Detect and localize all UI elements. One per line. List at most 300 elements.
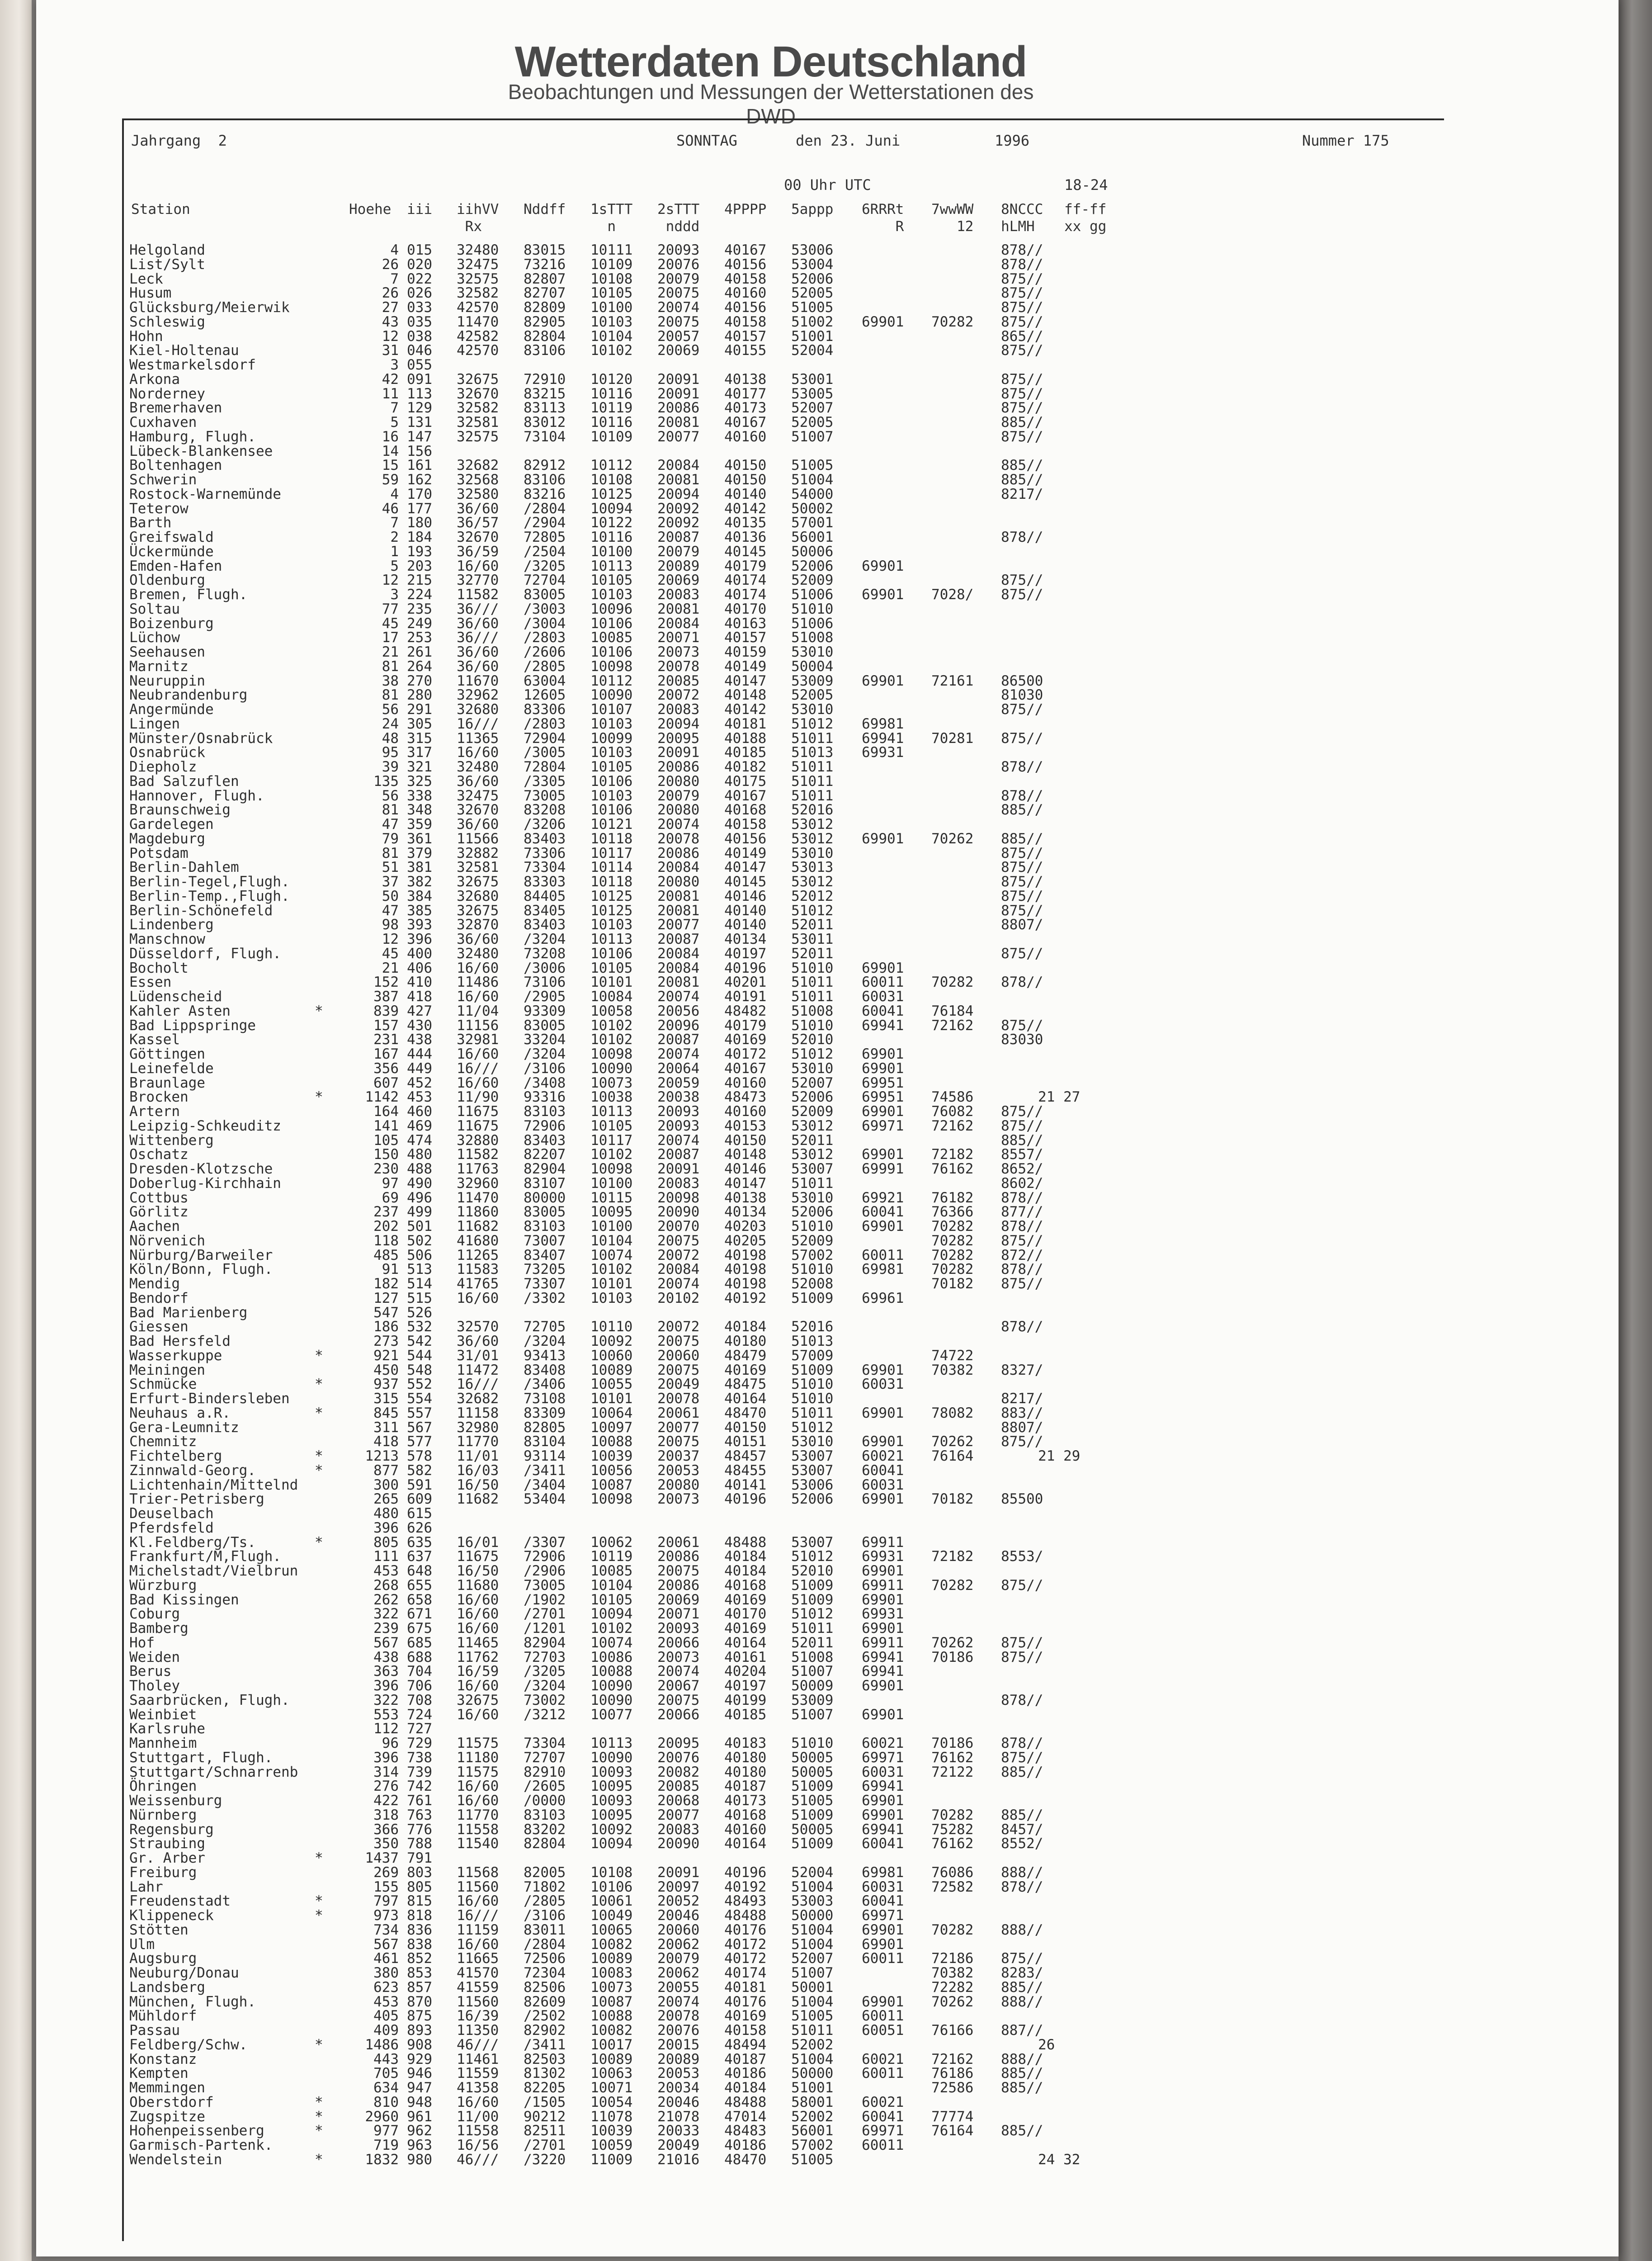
hoehe-value: 315 (373, 1391, 399, 1407)
4pppp-value: 40172 (724, 1950, 767, 1967)
nddff-value: 83005 (524, 587, 566, 603)
4pppp-value: 48455 (724, 1462, 767, 1479)
iii-value: 161 (407, 457, 432, 474)
iii-value: 803 (407, 1864, 432, 1881)
1sttt-value: 10120 (590, 371, 633, 388)
5appp-value: 52006 (791, 1089, 834, 1106)
ff-value: 21 27 (1038, 1089, 1081, 1106)
nddff-value: /2605 (524, 1778, 566, 1795)
nddff-value: 83408 (524, 1362, 566, 1378)
iii-value: 235 (407, 601, 432, 617)
elevated-marker: * (315, 1462, 323, 1479)
8nccc-value: 875// (1001, 874, 1043, 890)
iii-value: 203 (407, 558, 432, 574)
nddff-value: 73007 (524, 1232, 566, 1249)
nddff-value: /1505 (524, 2094, 566, 2110)
table-row (129, 1134, 1440, 1148)
iii-value: 215 (407, 572, 432, 589)
column-header-2sttt (657, 201, 699, 235)
8nccc-value: 875// (1001, 313, 1043, 330)
4pppp-value: 40188 (724, 730, 767, 747)
iii-value: 776 (407, 1821, 432, 1838)
6rrrt-value: 60031 (862, 1376, 904, 1393)
2sttt-value: 20034 (657, 2080, 700, 2096)
elevated-marker: * (315, 2108, 323, 2125)
5appp-value: 53006 (791, 1476, 834, 1493)
iihvv-value: 42582 (457, 328, 499, 345)
station-name: Göttingen (129, 1046, 205, 1062)
table-row (129, 1579, 1440, 1593)
4pppp-value: 40158 (724, 313, 767, 330)
station-name: Saarbrücken, Flugh. (129, 1692, 290, 1708)
nddff-value: 83106 (524, 342, 566, 359)
iii-value: 582 (407, 1462, 432, 1479)
1sttt-value: 10092 (590, 1821, 633, 1838)
iihvv-value: 16/01 (457, 1534, 499, 1551)
nddff-value: 82005 (524, 1864, 566, 1881)
hoehe-value: 805 (373, 1534, 399, 1551)
nddff-value: 72506 (524, 1950, 566, 1967)
nddff-value: 83309 (524, 1405, 566, 1421)
5appp-value: 51011 (791, 1175, 834, 1192)
1sttt-value: 10054 (590, 2094, 633, 2110)
4pppp-value: 40150 (724, 472, 767, 488)
table-row (129, 258, 1440, 272)
hoehe-value: 567 (373, 1936, 399, 1953)
hoehe-value: 79 (382, 830, 399, 847)
hoehe-value: 59 (382, 472, 399, 488)
utc-time-label: 00 Uhr UTC (784, 176, 871, 194)
iihvv-value: 16/60 (457, 1678, 499, 1694)
4pppp-value: 40150 (724, 457, 767, 474)
2sttt-value: 20075 (657, 1563, 700, 1579)
1sttt-value: 10083 (590, 1965, 633, 1981)
8nccc-value: 875// (1001, 299, 1043, 316)
iii-value: 577 (407, 1433, 432, 1450)
4pppp-value: 40169 (724, 1591, 767, 1608)
1sttt-value: 10085 (590, 1563, 633, 1579)
hoehe-value: 350 (373, 1835, 399, 1852)
nddff-value: 83403 (524, 830, 566, 847)
hoehe-value: 276 (373, 1778, 399, 1795)
hoehe-value: 16 (382, 428, 399, 445)
8nccc-value: 885// (1001, 1807, 1043, 1823)
2sttt-value: 20083 (657, 587, 700, 603)
hoehe-value: 973 (373, 1907, 399, 1924)
5appp-value: 53009 (791, 1692, 834, 1708)
2sttt-value: 20062 (657, 1965, 700, 1981)
5appp-value: 51009 (791, 1591, 834, 1608)
2sttt-value: 21078 (657, 2108, 700, 2125)
6rrrt-value: 60041 (862, 1462, 904, 1479)
2sttt-value: 20081 (657, 902, 700, 919)
iihvv-value: 41570 (457, 1965, 499, 1981)
station-name: Aachen (129, 1218, 180, 1235)
table-row (129, 1377, 1440, 1392)
table-row (129, 1507, 1440, 1521)
6rrrt-value: 60051 (862, 2022, 904, 2039)
elevated-marker: * (315, 1448, 323, 1464)
iii-value: 532 (407, 1319, 432, 1335)
4pppp-value: 40150 (724, 1132, 767, 1149)
2sttt-value: 20072 (657, 1319, 700, 1335)
table-row (129, 1665, 1440, 1679)
1sttt-value: 10092 (590, 1333, 633, 1349)
station-name: Dresden-Klotzsche (129, 1161, 273, 1177)
station-name: Essen (129, 974, 172, 991)
2sttt-value: 20078 (657, 830, 700, 847)
station-name: Leck (129, 270, 163, 287)
iii-value: 501 (407, 1218, 432, 1235)
6rrrt-value: 60021 (862, 2094, 904, 2110)
hoehe-value: 734 (373, 1921, 399, 1938)
hoehe-value: 5 (390, 558, 399, 574)
1sttt-value: 10108 (590, 472, 633, 488)
table-row (129, 645, 1440, 660)
nddff-value: 83015 (524, 242, 566, 258)
hoehe-value: 380 (373, 1965, 399, 1981)
6rrrt-value: 69971 (862, 1749, 904, 1766)
4pppp-value: 40167 (724, 787, 767, 804)
4pppp-value: 40159 (724, 644, 767, 660)
iihvv-value: 42570 (457, 299, 499, 316)
column-header-line: iihVV (457, 201, 499, 218)
6rrrt-value: 60041 (862, 2108, 904, 2125)
hoehe-value: 396 (373, 1519, 399, 1536)
iihvv-value: 32581 (457, 859, 499, 876)
5appp-value: 52016 (791, 802, 834, 818)
iii-value: 452 (407, 1074, 432, 1091)
5appp-value: 53009 (791, 672, 834, 689)
6rrrt-value: 69901 (862, 1807, 904, 1823)
5appp-value: 50005 (791, 1821, 834, 1838)
4pppp-value: 40149 (724, 658, 767, 675)
nddff-value: 83012 (524, 414, 566, 430)
6rrrt-value: 69901 (862, 1563, 904, 1579)
station-name: Rostock-Warnemünde (129, 486, 281, 502)
8nccc-value: 878// (1001, 1692, 1043, 1708)
4pppp-value: 40182 (724, 759, 767, 775)
8nccc-value: 875// (1001, 342, 1043, 359)
4pppp-value: 40183 (724, 1735, 767, 1751)
6rrrt-value: 69901 (862, 1678, 904, 1694)
4pppp-value: 40160 (724, 1074, 767, 1091)
6rrrt-value: 69911 (862, 1534, 904, 1551)
2sttt-value: 20081 (657, 888, 700, 904)
iihvv-value: 11350 (457, 2022, 499, 2039)
station-name: Oberstdorf (129, 2094, 214, 2110)
hoehe-value: 1832 (365, 2151, 399, 2168)
station-name: Soltau (129, 601, 180, 617)
table-row (129, 272, 1440, 287)
2sttt-value: 20090 (657, 1835, 700, 1852)
7wwww-value: 72186 (931, 1950, 974, 1967)
iihvv-value: 36/60 (457, 615, 499, 632)
table-row (129, 2124, 1440, 2138)
iihvv-value: 11558 (457, 2123, 499, 2139)
2sttt-value: 20091 (657, 1161, 700, 1177)
hoehe-value: 877 (373, 1462, 399, 1479)
8nccc-value: 8552/ (1001, 1835, 1043, 1852)
station-name: Bremen, Flugh. (129, 587, 248, 603)
iihvv-value: 11559 (457, 2065, 499, 2082)
5appp-value: 51013 (791, 744, 834, 761)
table-row (129, 1076, 1440, 1091)
hoehe-value: 47 (382, 902, 399, 919)
iihvv-value: 11540 (457, 1835, 499, 1852)
table-row (129, 1033, 1440, 1047)
station-name: Würzburg (129, 1577, 197, 1594)
2sttt-value: 20080 (657, 1476, 700, 1493)
iihvv-value: 41765 (457, 1276, 499, 1292)
8nccc-value: 888// (1001, 1993, 1043, 2010)
2sttt-value: 21016 (657, 2151, 700, 2168)
4pppp-value: 40134 (724, 1204, 767, 1220)
1sttt-value: 10074 (590, 1634, 633, 1651)
6rrrt-value: 69941 (862, 1821, 904, 1838)
nddff-value: 82902 (524, 2022, 566, 2039)
1sttt-value: 10017 (590, 2036, 633, 2053)
station-name: Neuburg/Donau (129, 1965, 239, 1981)
1sttt-value: 10094 (590, 500, 633, 517)
1sttt-value: 10101 (590, 974, 633, 991)
hoehe-value: 230 (373, 1161, 399, 1177)
nddff-value: 84405 (524, 888, 566, 904)
2sttt-value: 20015 (657, 2036, 700, 2053)
iihvv-value: 36/60 (457, 500, 499, 517)
station-name: Arkona (129, 371, 180, 388)
2sttt-value: 20074 (657, 1276, 700, 1292)
2sttt-value: 20061 (657, 1534, 700, 1551)
1sttt-value: 10098 (590, 1046, 633, 1062)
8nccc-value: 875// (1001, 888, 1043, 904)
hoehe-value: 363 (373, 1663, 399, 1680)
5appp-value: 51010 (791, 1376, 834, 1393)
7wwww-value: 70262 (931, 1433, 974, 1450)
station-name: Boltenhagen (129, 457, 222, 474)
station-name: Braunlage (129, 1074, 205, 1091)
2sttt-value: 20091 (657, 744, 700, 761)
2sttt-value: 20049 (657, 2137, 700, 2153)
hoehe-value: 42 (382, 371, 399, 388)
iii-value: 688 (407, 1649, 432, 1665)
nddff-value: 72704 (524, 572, 566, 589)
iii-value: 615 (407, 1505, 432, 1522)
4pppp-value: 40140 (724, 486, 767, 502)
7wwww-value: 76182 (931, 1189, 974, 1206)
1sttt-value: 10114 (590, 859, 633, 876)
4pppp-value: 40148 (724, 1146, 767, 1163)
table-row (129, 2024, 1440, 2038)
nddff-value: 82804 (524, 328, 566, 345)
hoehe-value: 38 (382, 672, 399, 689)
6rrrt-value: 60011 (862, 2137, 904, 2153)
4pppp-value: 40136 (724, 529, 767, 545)
5appp-value: 51012 (791, 1419, 834, 1436)
2sttt-value: 20053 (657, 2065, 700, 2082)
iihvv-value: 32980 (457, 1419, 499, 1436)
4pppp-value: 40142 (724, 701, 767, 718)
nddff-value: 72707 (524, 1749, 566, 1766)
nddff-value: 83303 (524, 874, 566, 890)
iihvv-value: 32670 (457, 529, 499, 545)
5appp-value: 53010 (791, 1433, 834, 1450)
table-row (129, 1234, 1440, 1249)
table-row (129, 416, 1440, 430)
station-name: Klippeneck (129, 1907, 214, 1924)
table-row (129, 1981, 1440, 1995)
column-header-hoehe: Hoehe (349, 201, 392, 218)
4pppp-value: 40185 (724, 744, 767, 761)
4pppp-value: 48479 (724, 1347, 767, 1364)
iii-value: 893 (407, 2022, 432, 2039)
6rrrt-value: 69901 (862, 1793, 904, 1809)
station-name: Neuhaus a.R. (129, 1405, 231, 1421)
2sttt-value: 20073 (657, 644, 700, 660)
elevated-marker: * (315, 1893, 323, 1910)
2sttt-value: 20081 (657, 974, 700, 991)
5appp-value: 51006 (791, 587, 834, 603)
station-name: Schmücke (129, 1376, 197, 1393)
2sttt-value: 20086 (657, 1577, 700, 1594)
column-header-5appp (791, 201, 833, 218)
nddff-value: 83407 (524, 1247, 566, 1263)
iihvv-value: 32682 (457, 457, 499, 474)
column-header-line: 2sTTT (657, 201, 700, 218)
8nccc-value: 885// (1001, 2123, 1043, 2139)
hoehe-value: 1142 (365, 1089, 399, 1106)
elevated-marker: * (315, 2036, 323, 2053)
2sttt-value: 20057 (657, 328, 700, 345)
6rrrt-value: 69901 (862, 1046, 904, 1062)
station-name: Fichtelberg (129, 1448, 222, 1464)
2sttt-value: 20073 (657, 1491, 700, 1508)
iihvv-value: 16/50 (457, 1563, 499, 1579)
2sttt-value: 20085 (657, 672, 700, 689)
8nccc-value: 878// (1001, 759, 1043, 775)
iii-value: 113 (407, 385, 432, 402)
1sttt-value: 10039 (590, 2123, 633, 2139)
iihvv-value: 36/59 (457, 543, 499, 560)
6rrrt-value: 69981 (862, 715, 904, 732)
column-header-line: Rx (457, 218, 482, 235)
1sttt-value: 10086 (590, 1649, 633, 1665)
nddff-value: /2606 (524, 644, 566, 660)
iii-value: 162 (407, 472, 432, 488)
nddff-value: 83005 (524, 1204, 566, 1220)
hoehe-value: 921 (373, 1347, 399, 1364)
hoehe-value: 450 (373, 1362, 399, 1378)
table-row (129, 904, 1440, 918)
4pppp-value: 40164 (724, 1835, 767, 1852)
iihvv-value: 11682 (457, 1491, 499, 1508)
hoehe-value: 356 (373, 1060, 399, 1077)
station-name: Wasserkuppe (129, 1347, 222, 1364)
table-row (129, 573, 1440, 588)
2sttt-value: 20077 (657, 428, 700, 445)
elevated-marker: * (315, 1003, 323, 1019)
column-header-line: 1sTTT (590, 201, 633, 218)
4pppp-value: 40181 (724, 715, 767, 732)
5appp-value: 51009 (791, 1807, 834, 1823)
6rrrt-value: 69901 (862, 1103, 904, 1120)
4pppp-value: 40163 (724, 615, 767, 632)
4pppp-value: 48494 (724, 2036, 767, 2053)
hoehe-value: 318 (373, 1807, 399, 1823)
1sttt-value: 10113 (590, 1735, 633, 1751)
table-row (129, 1464, 1440, 1478)
column-header-line: 7wwWW (931, 201, 974, 218)
2sttt-value: 20081 (657, 472, 700, 488)
1sttt-value: 10106 (590, 945, 633, 962)
5appp-value: 52011 (791, 917, 834, 933)
table-row (129, 2081, 1440, 2095)
iii-value: 980 (407, 2151, 432, 2168)
2sttt-value: 20076 (657, 256, 700, 273)
table-row (129, 1162, 1440, 1177)
7wwww-value: 70282 (931, 1232, 974, 1249)
station-name: Zugspitze (129, 2108, 205, 2125)
nddff-value: 82912 (524, 457, 566, 474)
iii-value: 675 (407, 1620, 432, 1637)
hoehe-value: 443 (373, 2051, 399, 2067)
station-name: Erfurt-Bindersleben (129, 1391, 290, 1407)
5appp-value: 52011 (791, 945, 834, 962)
iii-value: 544 (407, 1347, 432, 1364)
hoehe-value: 50 (382, 888, 399, 904)
1sttt-value: 10105 (590, 759, 633, 775)
table-row (129, 1435, 1440, 1449)
iihvv-value: 46/// (457, 2036, 499, 2053)
5appp-value: 53003 (791, 1893, 834, 1910)
7wwww-value: 76366 (931, 1204, 974, 1220)
table-row (129, 1320, 1440, 1334)
nddff-value: 53404 (524, 1491, 566, 1508)
iii-value: 761 (407, 1793, 432, 1809)
5appp-value: 51001 (791, 328, 834, 345)
column-header-4pppp (724, 201, 766, 218)
1sttt-value: 10085 (590, 629, 633, 646)
station-name: Freiburg (129, 1864, 197, 1881)
hoehe-value: 31 (382, 342, 399, 359)
station-name: Weiden (129, 1649, 180, 1665)
nddff-value: /2906 (524, 1563, 566, 1579)
4pppp-value: 40160 (724, 1821, 767, 1838)
table-row (129, 1952, 1440, 1966)
iihvv-value: 11575 (457, 1764, 499, 1780)
iii-value: 591 (407, 1476, 432, 1493)
4pppp-value: 40140 (724, 917, 767, 933)
nddff-value: 73216 (524, 256, 566, 273)
iii-value: 427 (407, 1003, 432, 1019)
2sttt-value: 20093 (657, 1620, 700, 1637)
iihvv-value: 16/60 (457, 1793, 499, 1809)
iihvv-value: 16/// (457, 1907, 499, 1924)
nddff-value: 82506 (524, 1979, 566, 1996)
5appp-value: 51010 (791, 960, 834, 976)
iii-value: 554 (407, 1391, 432, 1407)
station-name: Mendig (129, 1276, 180, 1292)
station-name: Zinnwald-Georg. (129, 1462, 256, 1479)
4pppp-value: 40184 (724, 1563, 767, 1579)
2sttt-value: 20066 (657, 1634, 700, 1651)
1sttt-value: 10101 (590, 1276, 633, 1292)
4pppp-value: 40168 (724, 802, 767, 818)
5appp-value: 53007 (791, 1462, 834, 1479)
1sttt-value: 10073 (590, 1074, 633, 1091)
hoehe-value: 45 (382, 615, 399, 632)
hoehe-value: 396 (373, 1678, 399, 1694)
